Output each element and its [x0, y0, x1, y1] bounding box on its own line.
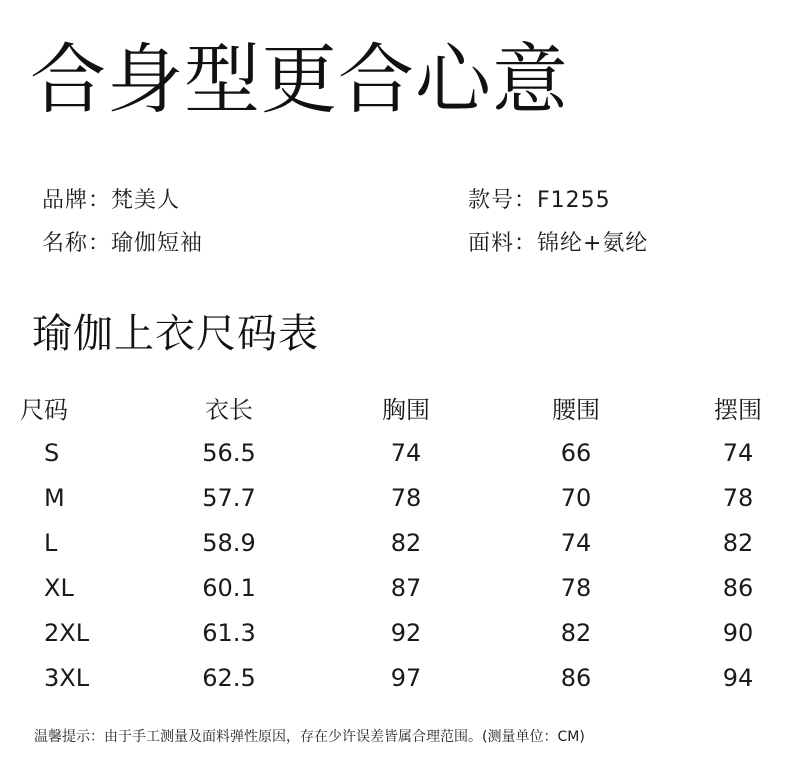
table-row — [20, 520, 786, 565]
cell-length: 62.5 — [202, 663, 256, 692]
cell-waist: 70 — [560, 483, 592, 512]
measurement-footnote: 温馨提示：由于手工测量及面料弹性原因，存在少许误差皆属合理范围。(测量单位：CM) — [34, 729, 585, 745]
header-waist: 腰围 — [552, 396, 600, 424]
product-name-label: 名称：瑜伽短袖 — [42, 231, 204, 256]
cell-chest: 92 — [390, 618, 422, 647]
brand-label: 品牌：梵美人 — [42, 188, 181, 213]
cell-hem: 90 — [722, 618, 754, 647]
cell-hem: 82 — [722, 528, 754, 557]
cell-waist: 78 — [560, 573, 592, 602]
cell-waist: 86 — [560, 663, 592, 692]
cell-waist: 66 — [560, 438, 592, 467]
cell-length: 58.9 — [202, 528, 256, 557]
cell-size: L — [44, 528, 58, 557]
header-hem: 摆围 — [714, 396, 762, 424]
cell-waist: 74 — [560, 528, 592, 557]
cell-chest: 74 — [390, 438, 422, 467]
table-row — [20, 565, 786, 610]
cell-waist: 82 — [560, 618, 592, 647]
cell-size: XL — [44, 573, 74, 602]
size-table — [20, 385, 786, 700]
cell-hem: 78 — [722, 483, 754, 512]
table-row — [20, 475, 786, 520]
cell-length: 60.1 — [202, 573, 256, 602]
cell-chest: 82 — [390, 528, 422, 557]
header-size: 尺码 — [20, 396, 68, 424]
cell-chest: 78 — [390, 483, 422, 512]
table-row — [20, 610, 786, 655]
hero-title: 合身型更合心意 — [30, 35, 569, 124]
cell-hem: 74 — [722, 438, 754, 467]
cell-length: 61.3 — [202, 618, 256, 647]
cell-size: M — [44, 483, 65, 512]
size-table-header-row — [20, 385, 786, 430]
table-row — [20, 655, 786, 700]
size-chart-title: 瑜伽上衣尺码表 — [32, 311, 319, 357]
cell-hem: 94 — [722, 663, 754, 692]
cell-size: S — [44, 438, 60, 467]
cell-size: 2XL — [44, 618, 90, 647]
style-number-label: 款号：F1255 — [468, 188, 611, 213]
cell-chest: 87 — [390, 573, 422, 602]
cell-hem: 86 — [722, 573, 754, 602]
fabric-label: 面料：锦纶+氨纶 — [468, 231, 649, 256]
cell-size: 3XL — [44, 663, 90, 692]
header-length: 衣长 — [205, 396, 253, 424]
cell-length: 56.5 — [202, 438, 256, 467]
cell-chest: 97 — [390, 663, 422, 692]
table-row — [20, 430, 786, 475]
header-chest: 胸围 — [382, 396, 430, 424]
cell-length: 57.7 — [202, 483, 256, 512]
